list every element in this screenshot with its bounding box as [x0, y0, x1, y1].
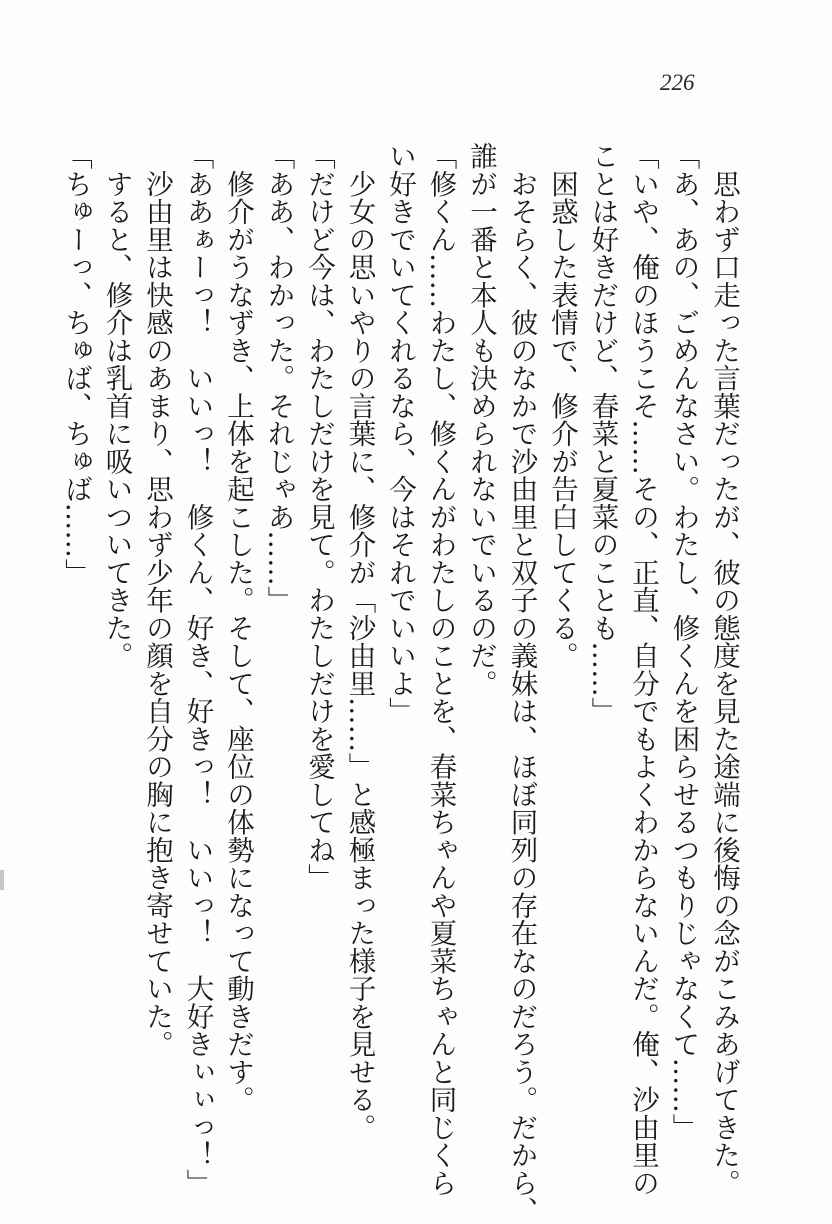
- text-line: 「だけど今は、わたしだけを見て。わたしだけを愛してね」: [303, 142, 335, 892]
- body-text: [60, 142, 744, 1224]
- text-line: 修介がうなずき、上体を起こした。そして、座位の体勢になって動きだす。: [222, 142, 254, 1114]
- text-line: 沙由里は快感のあまり、思わず少年の顔を自分の胸に抱き寄せていた。: [141, 142, 173, 1058]
- text-line: すると、修介は乳首に吸いついてきた。: [100, 142, 133, 670]
- scan-edge-mark: [0, 870, 4, 890]
- text-line: 「ああ、わかった。それじゃあ……」: [262, 142, 295, 614]
- text-line: 「修くん……わたし、修くんがわたしのことを、春菜ちゃんや夏菜ちゃんと同じくら: [424, 142, 457, 1197]
- text-line: 「ちゅーっ、ちゅば、ちゅば……」: [60, 142, 92, 586]
- page-number: 226: [660, 70, 695, 95]
- text-line: 「いや、俺のほうこそ……その、正直、自分でもよくわからないんだ。俺、沙由里の: [627, 142, 659, 1197]
- text-line: ことは好きだけど、春菜と夏菜のことも……」: [586, 142, 619, 725]
- text-line: 誰が一番と本人も決められないでいるのだ。: [465, 142, 497, 697]
- text-line: い好きでいてくれるなら、今はそれでいいよ」: [384, 142, 416, 725]
- text-line: 「あ、あの、ごめんなさい。わたし、修くんを困らせるつもりじゃなくて……」: [667, 142, 700, 1141]
- text-line: 困惑した表情で、修介が告白してくる。: [546, 142, 578, 670]
- text-line: おそらく、彼のなかで沙由里と双子の義妹は、ほぼ同列の存在なのだろう。だから、: [505, 142, 538, 1224]
- text-line: 少女の思いやりの言葉に、修介が「沙由里……」と感極まった様子を見せる。: [343, 142, 376, 1141]
- text-line: 思わず口走った言葉だったが、彼の態度を見た途端に後悔の念がこみあげてきた。: [708, 142, 740, 1197]
- text-line: 「ああぁーっ！ いいっ！ 修くん、好き、好きっ！ いいっ！ 大好きぃぃっ！」: [181, 142, 214, 1197]
